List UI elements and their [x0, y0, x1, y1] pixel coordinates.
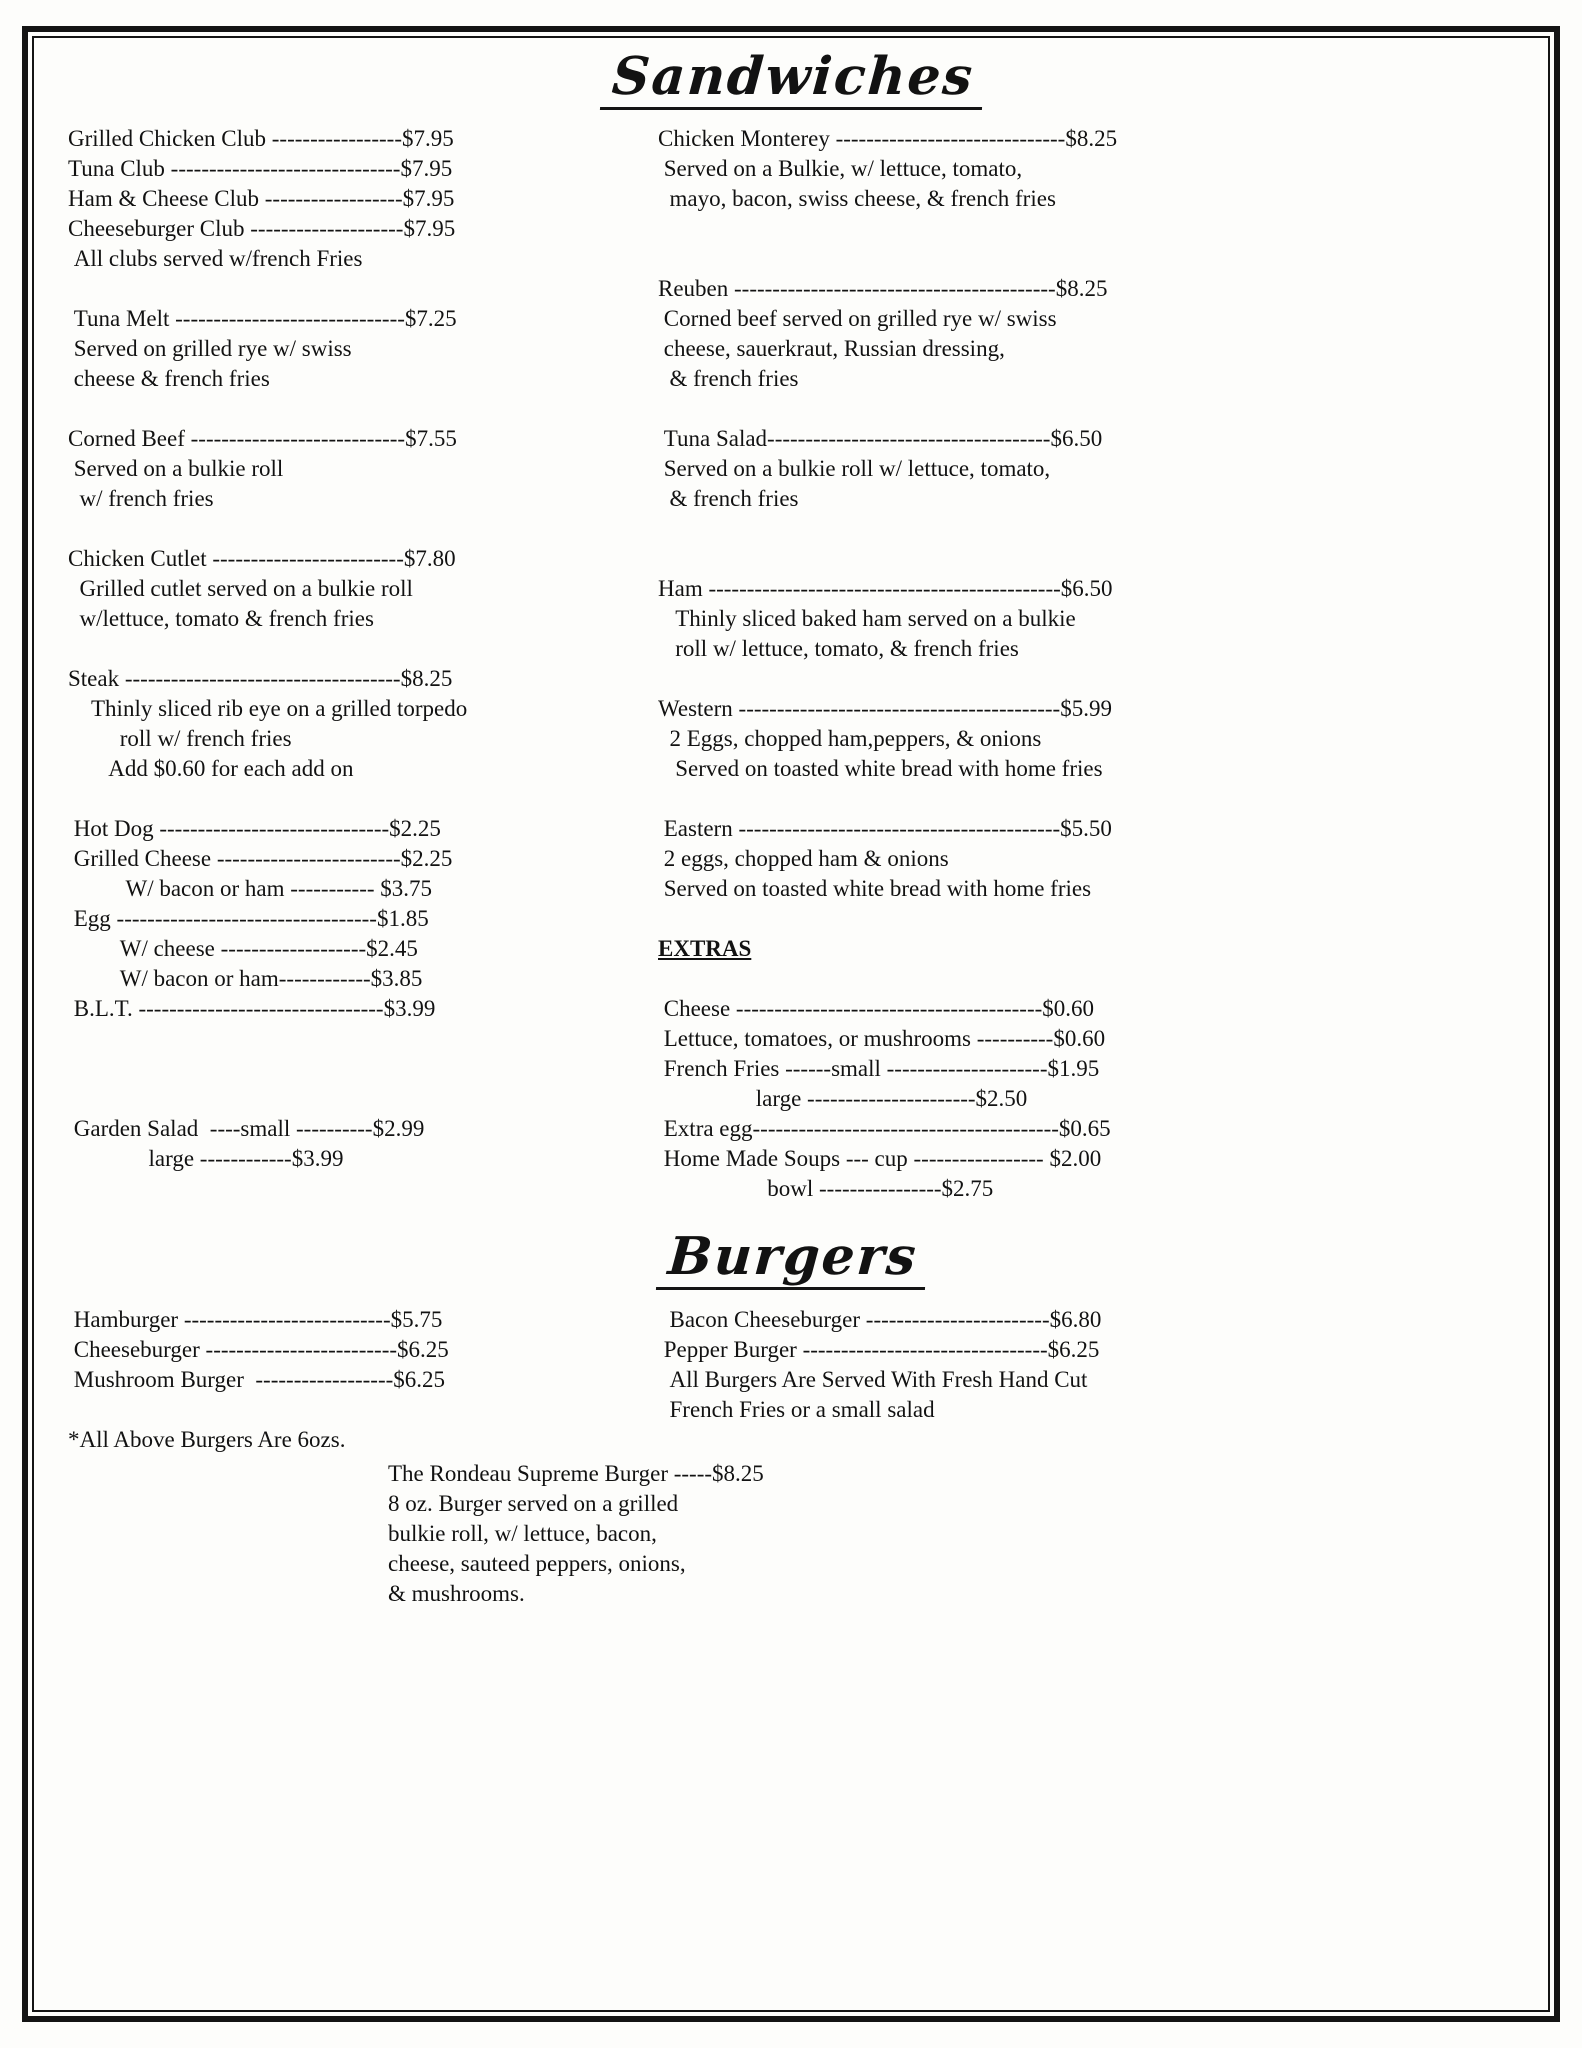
sandwiches-right-column [658, 124, 1518, 1204]
menu-line: W/ bacon or ham ----------- $3.75 [68, 875, 433, 901]
sandwiches-columns [68, 124, 1518, 1204]
menu-line: Served on a bulkie roll w/ lettuce, tomato, [658, 455, 1051, 481]
menu-line: Served on toasted white bread with home fries [658, 875, 1092, 901]
menu-line: Extra egg----------------------------------------$0.65 [658, 1115, 1111, 1141]
outer-border-frame [22, 26, 1560, 2022]
menu-line: The Rondeau Supreme Burger -----$8.25 [388, 1461, 764, 1487]
burgers-title-row [68, 1225, 1518, 1290]
menu-line: Grilled Cheese ------------------------$2.25 [68, 845, 453, 871]
menu-line: roll w/ lettuce, tomato, & french fries [658, 635, 1019, 661]
menu-line [658, 904, 1518, 934]
menu-line: Home Made Soups --- cup ----------------- $2.00 [658, 1145, 1102, 1171]
menu-line: & french fries [658, 485, 799, 511]
menu-line: Served on grilled rye w/ swiss [68, 335, 352, 361]
menu-line: Pepper Burger --------------------------------$6.25 [658, 1337, 1100, 1363]
menu-line [68, 1054, 658, 1084]
menu-line [68, 514, 658, 544]
menu-line: Corned Beef ----------------------------$7.55 [68, 425, 457, 451]
menu-line: Tuna Melt ------------------------------$7.25 [68, 305, 457, 331]
menu-line [658, 964, 1518, 994]
menu-line: Tuna Club ------------------------------$7.95 [68, 155, 453, 181]
menu-line [68, 634, 658, 664]
sandwiches-section-title: Sandwiches [600, 50, 986, 110]
menu-line [658, 514, 1518, 544]
menu-line: Garden Salad ----small ----------$2.99 [68, 1115, 425, 1141]
menu-line: French Fries or a small salad [658, 1397, 935, 1423]
burgers-section-title: Burgers [656, 1230, 929, 1290]
menu-line: w/ french fries [68, 485, 214, 511]
rondeau-supreme-burger-block [388, 1459, 1518, 1609]
menu-line: EXTRAS [658, 935, 752, 961]
burgers-left-column [68, 1305, 658, 1455]
sandwiches-title-row [68, 46, 1518, 110]
menu-line: Chicken Cutlet -------------------------$7.80 [68, 545, 456, 571]
menu-line: Cheeseburger -------------------------$6.25 [68, 1337, 449, 1363]
menu-line [658, 784, 1518, 814]
menu-line: bowl ----------------$2.75 [658, 1175, 994, 1201]
menu-line: All Burgers Are Served With Fresh Hand Cut [658, 1367, 1088, 1393]
menu-line: Grilled Chicken Club -----------------$7.95 [68, 125, 454, 151]
menu-line [658, 244, 1518, 274]
menu-line [658, 664, 1518, 694]
menu-line: W/ cheese -------------------$2.45 [68, 935, 418, 961]
menu-line: Hamburger ---------------------------$5.75 [68, 1307, 443, 1333]
menu-line: 2 eggs, chopped ham & onions [658, 845, 949, 871]
menu-line: cheese, sauerkraut, Russian dressing, [658, 335, 1005, 361]
menu-line [68, 394, 658, 424]
menu-line: 2 Eggs, chopped ham,peppers, & onions [658, 725, 1042, 751]
menu-line: Served on a bulkie roll [68, 455, 284, 481]
menu-line: & french fries [658, 365, 799, 391]
menu-line: Thinly sliced rib eye on a grilled torpedo [68, 695, 468, 721]
menu-line: cheese & french fries [68, 365, 270, 391]
menu-line: roll w/ french fries [68, 725, 292, 751]
menu-line: Chicken Monterey ------------------------------$8.25 [658, 125, 1118, 151]
menu-line: Served on toasted white bread with home fries [658, 755, 1103, 781]
menu-line [68, 784, 658, 814]
menu-line [68, 1024, 658, 1054]
menu-line: 8 oz. Burger served on a grilled [388, 1491, 679, 1517]
menu-line: cheese, sauteed peppers, onions, [388, 1551, 686, 1577]
menu-line: large ------------$3.99 [68, 1145, 344, 1171]
menu-line [68, 1084, 658, 1114]
menu-line: Served on a Bulkie, w/ lettuce, tomato, [658, 155, 1023, 181]
sandwiches-left-column [68, 124, 658, 1174]
menu-line: Steak ------------------------------------$8.25 [68, 665, 453, 691]
menu-line: Grilled cutlet served on a bulkie roll [68, 575, 413, 601]
menu-line: w/lettuce, tomato & french fries [68, 605, 374, 631]
menu-line: Ham ----------------------------------------------$6.50 [658, 575, 1113, 601]
menu-line: large ----------------------$2.50 [658, 1085, 1028, 1111]
menu-line: W/ bacon or ham------------$3.85 [68, 965, 423, 991]
menu-line: Reuben ------------------------------------------$8.25 [658, 275, 1108, 301]
menu-line: French Fries ------small ---------------------$1.95 [658, 1055, 1100, 1081]
menu-line: Egg ----------------------------------$1.85 [68, 905, 429, 931]
menu-line: Ham & Cheese Club ------------------$7.95 [68, 185, 455, 211]
menu-line: mayo, bacon, swiss cheese, & french fries [658, 185, 1056, 211]
menu-line: Add $0.60 for each add on [68, 755, 354, 781]
menu-line: B.L.T. --------------------------------$3.99 [68, 995, 436, 1021]
menu-line [68, 1395, 658, 1425]
menu-line: Lettuce, tomatoes, or mushrooms ----------$0.60 [658, 1025, 1106, 1051]
inner-border-frame [32, 36, 1550, 2012]
burgers-right-column [658, 1305, 1518, 1425]
menu-line [68, 274, 658, 304]
menu-line: bulkie roll, w/ lettuce, bacon, [388, 1521, 657, 1547]
menu-line: & mushrooms. [388, 1581, 525, 1607]
menu-line: Tuna Salad-------------------------------------$6.50 [658, 425, 1103, 451]
menu-line: Cheese ----------------------------------------$0.60 [658, 995, 1095, 1021]
burgers-columns [68, 1305, 1518, 1455]
menu-line: Cheeseburger Club --------------------$7.95 [68, 215, 456, 241]
menu-line: Bacon Cheeseburger ------------------------$6.80 [658, 1307, 1102, 1333]
menu-line: Thinly sliced baked ham served on a bulkie [658, 605, 1076, 631]
menu-line [658, 214, 1518, 244]
menu-line: Hot Dog ------------------------------$2.25 [68, 815, 441, 841]
menu-line: Western ------------------------------------------$5.99 [658, 695, 1112, 721]
menu-line [658, 544, 1518, 574]
menu-line: *All Above Burgers Are 6ozs. [68, 1427, 346, 1453]
menu-line: Mushroom Burger ------------------$6.25 [68, 1367, 446, 1393]
menu-line: Corned beef served on grilled rye w/ swiss [658, 305, 1057, 331]
menu-line: Eastern ------------------------------------------$5.50 [658, 815, 1112, 841]
menu-line: All clubs served w/french Fries [68, 245, 363, 271]
menu-line [658, 394, 1518, 424]
